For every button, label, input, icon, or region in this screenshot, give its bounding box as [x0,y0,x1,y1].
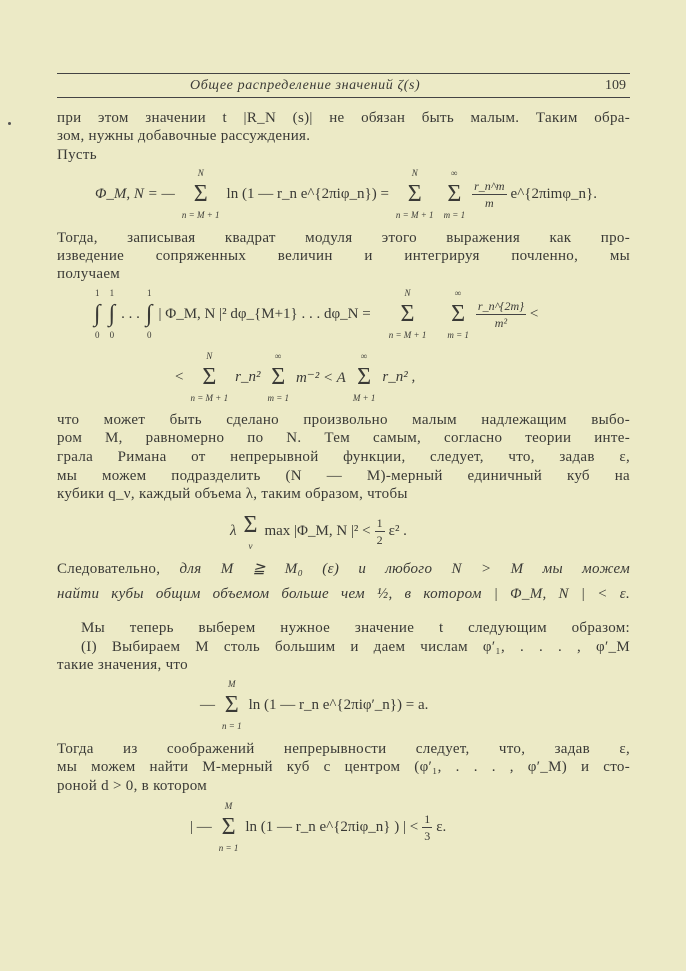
sum-symbol: ∞ Σ m = 1 [267,351,290,403]
sum-upper: M [228,679,236,689]
formula-bound [175,350,415,404]
sum-lower: n = 1 [218,843,239,853]
ellipsis: . . . [121,305,140,322]
formula-part: | — [190,818,212,835]
text-italic: для M ≧ M₀ (ε) и любого N > M мы можем [179,561,630,577]
sum-upper: N [206,351,213,361]
formula-part: ln (1 — r_n e^{2πiφ_n}) = [226,185,389,202]
formula-log-sum [200,678,428,732]
formula-abs-bound [190,800,446,854]
int-lower: 0 [109,330,115,340]
text-line: грала Римана от непрерывной функции, следует, что, задав ε, [57,449,630,465]
int-lower: 0 [95,330,100,340]
formula-part: r_n² , [382,368,416,385]
formula-lambda-sum [230,510,407,552]
sum-lower: n = M + 1 [190,393,229,403]
text-line: Мы теперь выберем нужное значение t следующим образом: [81,620,630,636]
formula-part: ln (1 — r_n e^{2πiφ′_n}) = a. [248,696,429,713]
int-lower: 0 [146,330,152,340]
sum-upper: N [411,168,418,178]
formula-phi-definition [95,167,597,221]
formula-part: ln (1 — r_n e^{2πiφ_n} ) | < [245,818,419,835]
denominator: m [485,195,494,210]
text-line: ром M, равномерно по N. Тем самым, согласно теории инте- [57,430,630,446]
integral-symbol: 1 ∫ 0 [94,288,101,340]
text-line: при этом значении t |R_N (s)| не обязан быть малым. Таким обра- [57,110,630,126]
formula-part: ε² . [388,522,407,539]
text-line: Тогда из соображений непрерывности следует, что, задав ε, [57,741,630,757]
formula-part: m⁻² < A [296,369,346,386]
sum-upper: ∞ [451,168,458,178]
text-line: роной d > 0, в котором [57,778,208,794]
sum-upper: N [404,288,411,298]
scan-speck [8,122,11,125]
sum-lower: n = M + 1 [395,210,434,220]
fraction [375,515,385,548]
numerator: 1 [376,515,383,530]
text-line: получаем [57,266,121,282]
numerator: r_n^m [474,178,505,193]
denominator: m² [494,315,508,330]
text-line [57,560,630,578]
sum-lower: n = 1 [222,721,242,731]
sum-lower: M + 1 [352,393,376,403]
sum-upper: N [197,168,204,178]
int-upper: 1 [146,288,152,298]
sum-upper: ∞ [275,351,282,361]
text-line: зом, нужны добавочные рассуждения. [57,128,311,144]
sum-upper: ∞ [454,288,462,298]
text-line: изведение сопряженных величин и интегрируя почленно, мы [57,248,630,264]
sum-symbol: ∞ Σ m = 1 [443,168,466,220]
fraction [472,178,506,211]
sum-upper: M [224,801,233,811]
text-line: найти кубы общим объемом больше чем ½, в котором | Φ_M, N | < ε. [57,586,630,602]
header-rule-bottom [57,97,630,98]
running-header: Общее распределение значений ζ(s) [190,78,421,93]
formula-part: Φ_M, N = — [95,185,175,202]
formula-part: — [200,696,215,713]
numerator: 1 [424,811,431,826]
sum-lower: m = 1 [443,210,466,220]
int-upper: 1 [95,288,100,298]
text-lead: Следовательно, [57,561,161,577]
text-line: (I) Выбираем M столь большим и даем числам φ′₁, . . . , φ′_M [81,639,630,655]
sum-symbol: Σ ν [243,512,258,551]
text-line: Тогда, записывая квадрат модуля этого выражения как про- [57,230,630,246]
text-line: мы можем подразделить (N — M)-мерный единичный куб на [57,468,630,484]
sum-lower: m = 1 [447,330,469,340]
denominator: 3 [424,828,431,843]
sum-lower: ν [248,541,253,551]
sum-symbol: N Σ n = M + 1 [388,288,427,340]
text-line: что может быть сделано произвольно малым надлежащим выбо- [57,412,630,428]
integral-symbol: 1 ∫ 0 [108,288,116,340]
text-line: кубики q_ν, каждый объема λ, таким образом, чтобы [57,486,408,502]
formula-part: ε. [436,818,447,835]
sum-symbol: M Σ n = 1 [222,679,242,731]
text-line: мы можем найти M-мерный куб с центром (φ′₁, . . . , φ′_M) и сто- [57,759,630,775]
formula-part: e^{2πimφ_n}. [510,185,597,202]
formula-part: r_n² [235,368,261,385]
formula-part: < [175,368,184,385]
header-rule-top [57,73,630,74]
sum-lower: n = M + 1 [181,210,220,220]
sum-lower: m = 1 [267,393,290,403]
sum-symbol: ∞ Σ M + 1 [352,351,376,403]
sum-symbol: N Σ n = M + 1 [395,168,434,220]
sum-symbol: ∞ Σ m = 1 [447,288,469,340]
sum-symbol: N Σ n = M + 1 [190,351,229,403]
page-number: 109 [605,78,626,93]
formula-part: max |Φ_M, N |² < [264,522,371,539]
formula-integral [92,287,538,341]
formula-part: < [529,305,539,322]
denominator: 2 [376,532,383,547]
sum-symbol: M Σ n = 1 [218,801,239,853]
text-line: Пусть [57,147,97,163]
formula-part: | Φ_M, N |² dφ_{M+1} . . . dφ_N = [158,305,371,322]
fraction [476,298,526,331]
text-line: такие значения, что [57,657,188,673]
integral-symbol: 1 ∫ 0 [145,288,153,340]
sum-lower: n = M + 1 [388,330,427,340]
formula-part: λ [230,522,237,539]
fraction [422,811,432,844]
numerator: r_n^{2m} [477,298,524,313]
sum-upper: ∞ [360,351,368,361]
int-upper: 1 [109,288,115,298]
sum-symbol: N Σ n = M + 1 [181,168,220,220]
